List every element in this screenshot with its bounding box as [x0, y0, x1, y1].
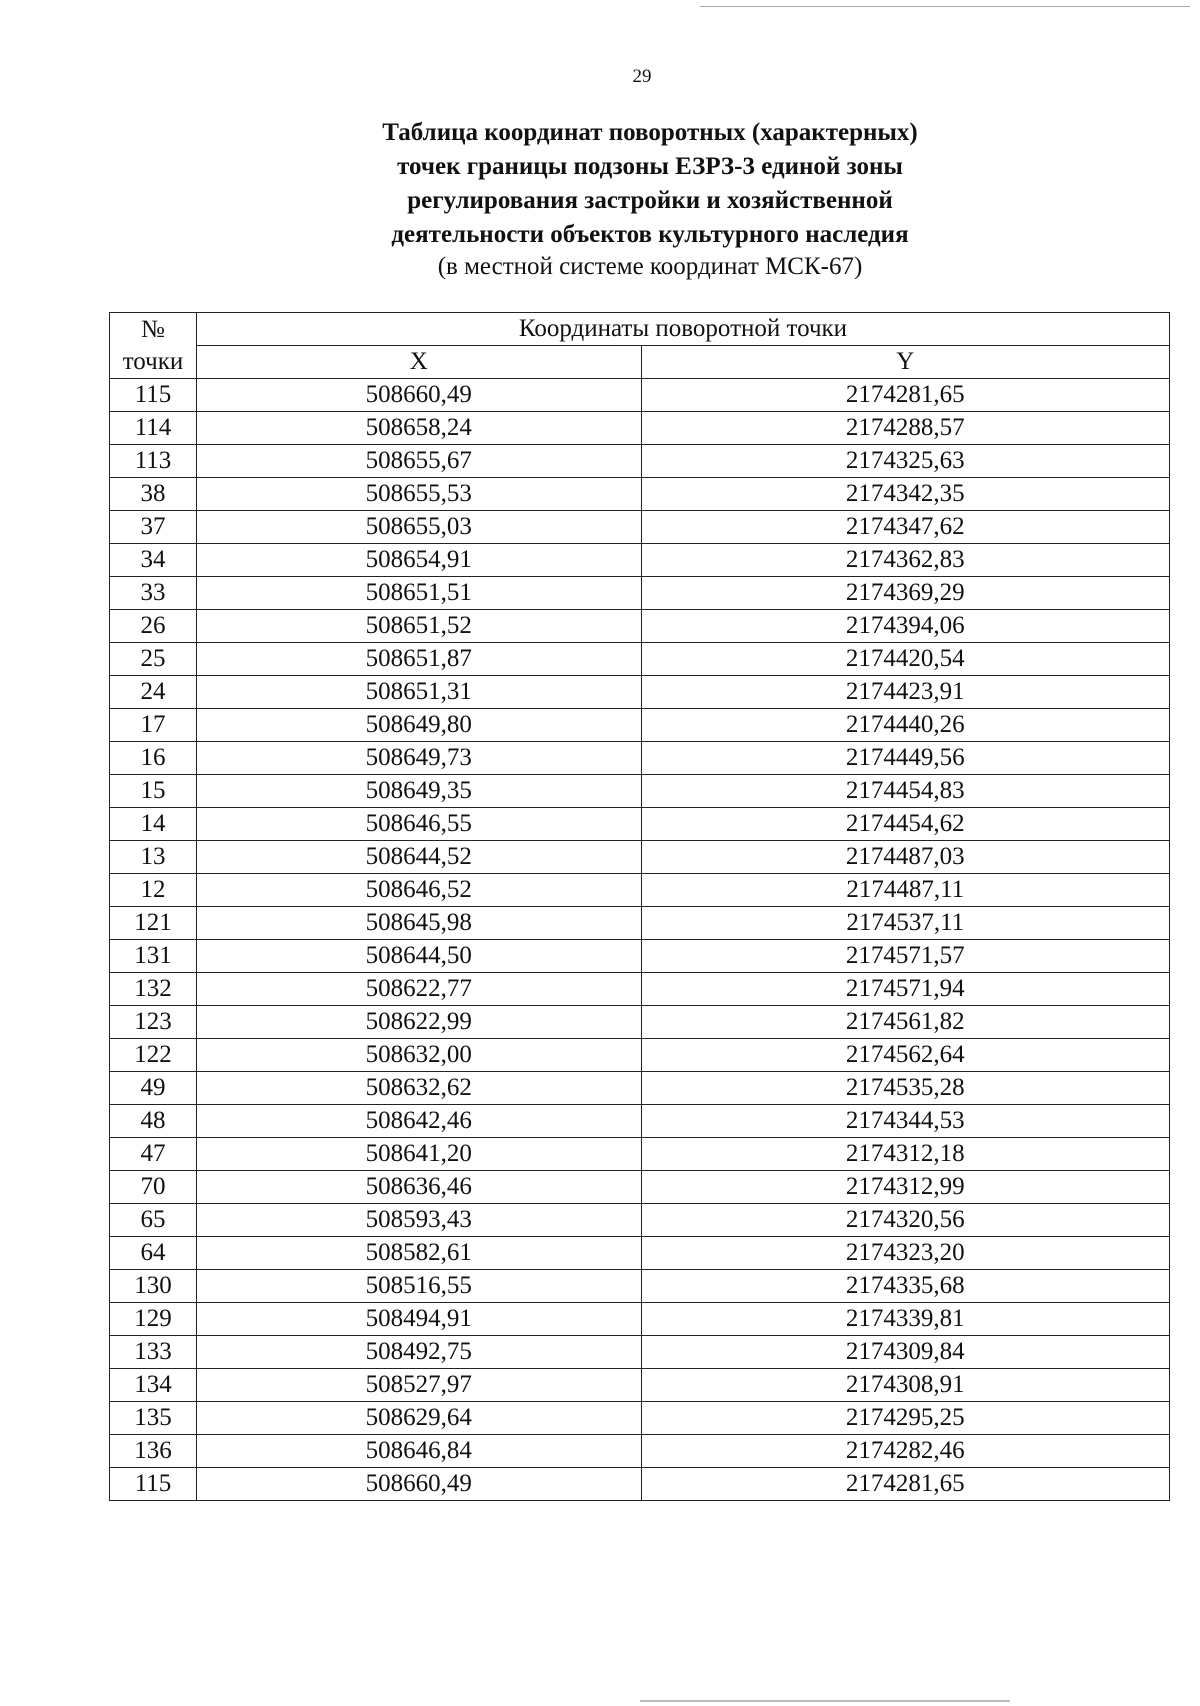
cell-x: 508629,64	[196, 1402, 641, 1435]
cell-x: 508660,49	[196, 379, 641, 412]
title-line: деятельности объектов культурного наследия	[391, 221, 909, 248]
cell-y: 2174342,35	[641, 478, 1169, 511]
cell-point-number: 135	[110, 1402, 197, 1435]
cell-x: 508651,52	[196, 610, 641, 643]
table-row	[110, 940, 1170, 973]
header-x: X	[196, 346, 641, 379]
cell-point-number: 113	[110, 445, 197, 478]
cell-x: 508655,53	[196, 478, 641, 511]
cell-point-number: 16	[110, 742, 197, 775]
table-row	[110, 1402, 1170, 1435]
cell-x: 508622,77	[196, 973, 641, 1006]
document-title	[200, 116, 1100, 252]
scan-edge-line	[640, 1700, 1010, 1702]
cell-point-number: 17	[110, 709, 197, 742]
table-row	[110, 1006, 1170, 1039]
cell-x: 508658,24	[196, 412, 641, 445]
table-row	[110, 1171, 1170, 1204]
cell-point-number: 129	[110, 1303, 197, 1336]
cell-x: 508644,52	[196, 841, 641, 874]
page-number: 29	[632, 66, 652, 87]
table-row	[110, 808, 1170, 841]
title-line: Таблица координат поворотных (характерных)	[382, 119, 918, 146]
cell-y: 2174323,20	[641, 1237, 1169, 1270]
cell-y: 2174312,99	[641, 1171, 1169, 1204]
table-row	[110, 1138, 1170, 1171]
cell-point-number: 48	[110, 1105, 197, 1138]
table-row	[110, 610, 1170, 643]
cell-x: 508649,80	[196, 709, 641, 742]
cell-x: 508644,50	[196, 940, 641, 973]
cell-x: 508642,46	[196, 1105, 641, 1138]
cell-y: 2174362,83	[641, 544, 1169, 577]
cell-y: 2174281,65	[641, 1468, 1169, 1501]
table-row	[110, 1369, 1170, 1402]
table-row	[110, 1435, 1170, 1468]
cell-x: 508651,51	[196, 577, 641, 610]
cell-y: 2174487,03	[641, 841, 1169, 874]
cell-y: 2174281,65	[641, 379, 1169, 412]
table-row	[110, 445, 1170, 478]
coordinates-table	[109, 312, 1170, 1501]
cell-point-number: 12	[110, 874, 197, 907]
cell-y: 2174535,28	[641, 1072, 1169, 1105]
cell-y: 2174308,91	[641, 1369, 1169, 1402]
cell-y: 2174571,57	[641, 940, 1169, 973]
cell-y: 2174312,18	[641, 1138, 1169, 1171]
cell-point-number: 132	[110, 973, 197, 1006]
header-point-number	[110, 313, 197, 379]
cell-x: 508632,62	[196, 1072, 641, 1105]
cell-x: 508641,20	[196, 1138, 641, 1171]
cell-x: 508655,03	[196, 511, 641, 544]
table-row	[110, 907, 1170, 940]
table-body	[110, 379, 1170, 1501]
table-row	[110, 511, 1170, 544]
cell-y: 2174423,91	[641, 676, 1169, 709]
cell-point-number: 122	[110, 1039, 197, 1072]
cell-point-number: 133	[110, 1336, 197, 1369]
cell-point-number: 134	[110, 1369, 197, 1402]
cell-x: 508646,55	[196, 808, 641, 841]
cell-x: 508646,52	[196, 874, 641, 907]
table-row	[110, 577, 1170, 610]
cell-y: 2174561,82	[641, 1006, 1169, 1039]
table-row	[110, 874, 1170, 907]
cell-y: 2174487,11	[641, 874, 1169, 907]
cell-point-number: 26	[110, 610, 197, 643]
cell-point-number: 131	[110, 940, 197, 973]
header-num-symbol: №	[141, 316, 165, 343]
title-line: точек границы подзоны ЕЗРЗ-3 единой зоны	[397, 153, 903, 180]
cell-x: 508646,84	[196, 1435, 641, 1468]
cell-y: 2174282,46	[641, 1435, 1169, 1468]
cell-y: 2174420,54	[641, 643, 1169, 676]
table-row	[110, 676, 1170, 709]
cell-y: 2174562,64	[641, 1039, 1169, 1072]
cell-y: 2174288,57	[641, 412, 1169, 445]
cell-x: 508516,55	[196, 1270, 641, 1303]
cell-y: 2174325,63	[641, 445, 1169, 478]
cell-y: 2174537,11	[641, 907, 1169, 940]
cell-point-number: 121	[110, 907, 197, 940]
header-coordinates: Координаты поворотной точки	[196, 313, 1169, 346]
cell-y: 2174440,26	[641, 709, 1169, 742]
cell-y: 2174369,29	[641, 577, 1169, 610]
cell-point-number: 13	[110, 841, 197, 874]
table-row	[110, 1237, 1170, 1270]
table-row	[110, 1039, 1170, 1072]
cell-point-number: 38	[110, 478, 197, 511]
cell-point-number: 64	[110, 1237, 197, 1270]
cell-point-number: 115	[110, 1468, 197, 1501]
table-row	[110, 973, 1170, 1006]
cell-x: 508593,43	[196, 1204, 641, 1237]
cell-x: 508527,97	[196, 1369, 641, 1402]
cell-point-number: 115	[110, 379, 197, 412]
table-row	[110, 379, 1170, 412]
header-y: Y	[641, 346, 1169, 379]
cell-x: 508649,73	[196, 742, 641, 775]
cell-x: 508582,61	[196, 1237, 641, 1270]
cell-point-number: 65	[110, 1204, 197, 1237]
cell-y: 2174344,53	[641, 1105, 1169, 1138]
table-row	[110, 1468, 1170, 1501]
cell-point-number: 14	[110, 808, 197, 841]
table-row	[110, 478, 1170, 511]
cell-y: 2174339,81	[641, 1303, 1169, 1336]
table-header-row	[110, 313, 1170, 346]
table-row	[110, 1072, 1170, 1105]
header-num-word: точки	[122, 348, 184, 375]
cell-point-number: 136	[110, 1435, 197, 1468]
table-row	[110, 1204, 1170, 1237]
table-row	[110, 412, 1170, 445]
cell-y: 2174347,62	[641, 511, 1169, 544]
table-row	[110, 709, 1170, 742]
cell-x: 508649,35	[196, 775, 641, 808]
cell-point-number: 130	[110, 1270, 197, 1303]
cell-y: 2174449,56	[641, 742, 1169, 775]
cell-point-number: 123	[110, 1006, 197, 1039]
table-header-row	[110, 346, 1170, 379]
cell-y: 2174571,94	[641, 973, 1169, 1006]
table-row	[110, 1105, 1170, 1138]
cell-x: 508645,98	[196, 907, 641, 940]
cell-x: 508660,49	[196, 1468, 641, 1501]
table-row	[110, 775, 1170, 808]
document-subtitle: (в местной системе координат МСК-67)	[437, 253, 863, 280]
table-row	[110, 1303, 1170, 1336]
title-line: регулирования застройки и хозяйственной	[407, 187, 893, 214]
cell-x: 508651,31	[196, 676, 641, 709]
cell-point-number: 114	[110, 412, 197, 445]
cell-y: 2174295,25	[641, 1402, 1169, 1435]
cell-y: 2174454,62	[641, 808, 1169, 841]
cell-x: 508636,46	[196, 1171, 641, 1204]
cell-x: 508651,87	[196, 643, 641, 676]
table-row	[110, 841, 1170, 874]
cell-point-number: 24	[110, 676, 197, 709]
cell-y: 2174454,83	[641, 775, 1169, 808]
cell-x: 508622,99	[196, 1006, 641, 1039]
table-row	[110, 1270, 1170, 1303]
cell-point-number: 37	[110, 511, 197, 544]
cell-y: 2174320,56	[641, 1204, 1169, 1237]
cell-y: 2174394,06	[641, 610, 1169, 643]
cell-x: 508494,91	[196, 1303, 641, 1336]
cell-x: 508492,75	[196, 1336, 641, 1369]
cell-x: 508632,00	[196, 1039, 641, 1072]
table-row	[110, 1336, 1170, 1369]
scan-edge-line	[700, 6, 1190, 7]
table-row	[110, 742, 1170, 775]
cell-y: 2174309,84	[641, 1336, 1169, 1369]
cell-point-number: 34	[110, 544, 197, 577]
table-row	[110, 643, 1170, 676]
cell-x: 508655,67	[196, 445, 641, 478]
cell-point-number: 47	[110, 1138, 197, 1171]
table-row	[110, 544, 1170, 577]
cell-point-number: 49	[110, 1072, 197, 1105]
cell-x: 508654,91	[196, 544, 641, 577]
cell-point-number: 70	[110, 1171, 197, 1204]
cell-point-number: 15	[110, 775, 197, 808]
cell-point-number: 33	[110, 577, 197, 610]
cell-y: 2174335,68	[641, 1270, 1169, 1303]
cell-point-number: 25	[110, 643, 197, 676]
